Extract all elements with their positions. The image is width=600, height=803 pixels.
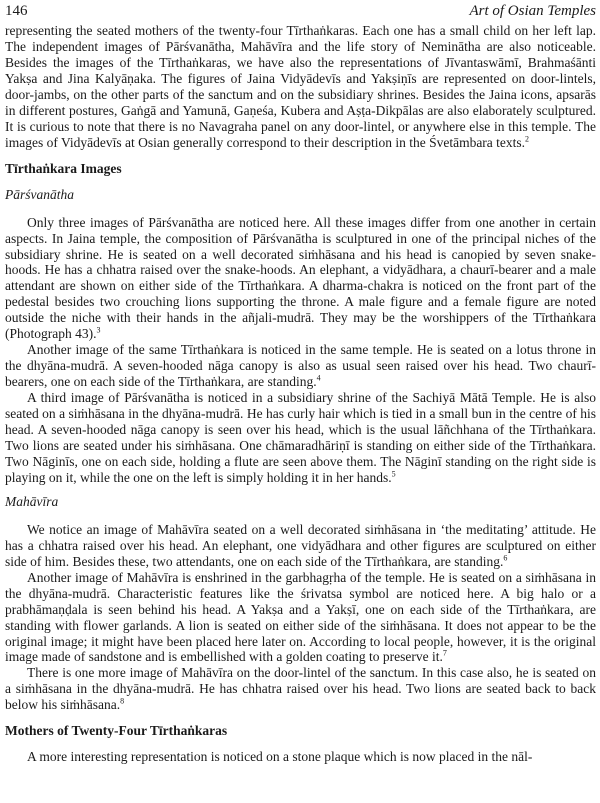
- footnote-ref: 5: [391, 469, 396, 479]
- paragraph: We notice an image of Mahāvīra seated on a well decorated siṁhāsana in ‘the meditating’ attitude. He has a chhatra raised over his head. An elephant, one vidyādhara and other figures are sculptured on either side of him. Besides these, two attendants, one on each side of the Tīrthaṅkara, are standing.$^6$: [5, 521, 596, 569]
- paragraph: A more interesting representation is noticed on a stone plaque which is now placed in the nāl-: [27, 749, 533, 765]
- footnote-ref: 7: [442, 648, 447, 658]
- paragraph: A third image of Pārśvanātha is noticed in a subsidiary shrine of the Sachiyā Mātā Temple. He is also seated on a siṁhāsana in the dhyāna-mudrā. He has curly hair which is tied in a small bun in the centre of his head. A seven-hooded nāga canopy is seen over his head, which is the usual lāñchhana of the Tīrthaṅkara. Two lions are seated under his siṁhāsana. One chāmaradhāriṇī is standing on either side of the Tīrthaṅkara. Two Nāginīs, one on each side, holding a flute are seen above them. The Nāginī standing on the right side is playing on it, while the one on the left is simply holding it in her hands.$^5$: [5, 390, 596, 485]
- section-heading-tirthankara-images: Tīrthaṅkara Images: [5, 160, 122, 176]
- section-heading-mothers: Mothers of Twenty-Four Tīrthaṅkaras: [5, 723, 228, 739]
- paragraph: There is one more image of Mahāvīra on the door-lintel of the sanctum. In this case also, he is seated on a siṁhāsana in the dhyāna-mudrā. He has chhatra raised over his head. Two lions are seated back to back below his siṁhāsana.$^8$: [5, 665, 596, 713]
- footnote-ref: 8: [120, 696, 125, 706]
- paragraph: representing the seated mothers of the twenty-four Tīrthaṅkaras. Each one has a small child on her left lap. The independent images of Pārśvanātha, Mahāvīra and the life story of Neminātha are also noticeable. Besides the images of the Tīrthaṅkaras, we have also the representations of Jīvantaswāmī, Brahmaśānti Yakṣa and Jina Kalyāṇaka. The figures of Jaina Vidyādevīs and Yakṣiṇīs are represented on door-lintels, door-jambs, on the other parts of the sanctum and on the subsidiary shrines. Besides the Jaina icons, apsarās in different postures, Gaṅgā and Yamunā, Gaṇeśa, Kubera and Aṣṭa-Dikpālas are also elaborately sculptured. It is curious to note that there is no Navagraha panel on any door-lintel, or anywhere else in this temple. The images of Vidyādevīs at Osian generally correspond to their description in the Śvetāmbara texts.$^2$: [5, 23, 596, 150]
- footnote-ref: 6: [503, 553, 508, 563]
- paragraph: Another image of the same Tīrthaṅkara is noticed in the same temple. He is seated on a lotus throne in the dhyāna-mudrā. A seven-hooded nāga canopy is also as usual seen raised over his head. Two chaurī-bearers, one on each side of the Tīrthaṅkara, are standing.$^4$: [5, 342, 596, 390]
- footnote-ref: 3: [96, 325, 101, 335]
- paragraph: Another image of Mahāvīra is enshrined in the garbhagṛha of the temple. He is seated on a siṁhāsana in the dhyāna-mudrā. Characteristic features like the śrivatsa symbol are noticed here. A big halo or a prabhāmaṇḍala is seen behind his head. A Yakṣa and a Yakṣī, one on each side of the Tīrthaṅkara, are standing with flower garlands. A lion is seated on either side of the siṁhāsana. It does not appear to be the original image; it might have been placed here later on. According to local people, however, it is the original image made of sandstone and is embellished with a golden coating to preserve it.$^7$: [5, 569, 596, 665]
- subheading-mahavira: Mahāvīra: [5, 493, 59, 509]
- paragraph: Only three images of Pārśvanātha are noticed here. All these images differ from one another in certain aspects. In Jaina temple, the composition of Pārśvanātha is sculptured in one of the principal niches of the subsidiary shrine. He is seated on a well decorated siṁhāsana and his head is canopied by seven snake-hoods. He has a chhatra raised over the snake-hoods. An elephant, a vidyādhara, a chaurī-bearer and a male attendant are shown on either side of the Tīrthaṅkara. A dharma-chakra is noticed on the front part of the pedestal besides two crouching lions supporting the throne. A male figure and a female figure are noted outside the niche with their hands in the añjali-mudrā. They may be the worshippers of the Tīrthaṅkara (Photograph 43).$^3$: [5, 214, 596, 342]
- subheading-parsvanatha: Pārśvanātha: [5, 186, 74, 202]
- book-title: Art of Osian Temples: [469, 3, 596, 19]
- running-head: [5, 2, 596, 20]
- footnote-ref: 2: [525, 134, 530, 144]
- page-number: 146: [5, 3, 28, 19]
- page-body: [5, 23, 596, 765]
- footnote-ref: 4: [316, 373, 321, 383]
